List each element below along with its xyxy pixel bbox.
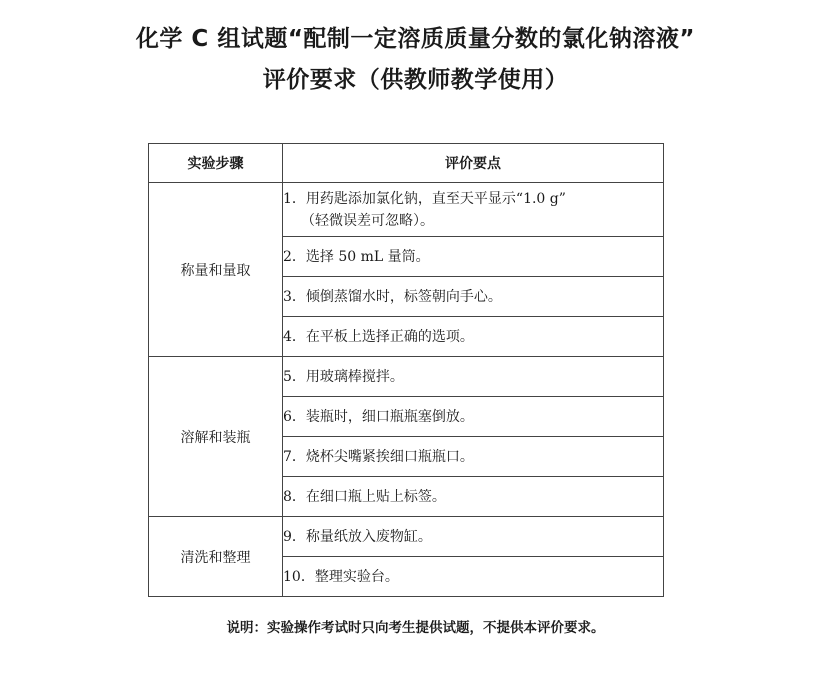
table-row (149, 357, 664, 397)
point-text-continued: （轻微误差可忽略）。 (301, 212, 434, 229)
point-text: 2．选择 50 mL 量筒。 (283, 248, 430, 265)
point-cell (283, 477, 664, 517)
point-text: 1．用药匙添加氯化钠，直至天平显示“1.0 g” (283, 190, 566, 207)
point-text: 8．在细口瓶上贴上标签。 (283, 488, 446, 505)
point-text: 9．称量纸放入废物缸。 (283, 528, 432, 545)
point-cell (283, 357, 664, 397)
point-cell (283, 317, 664, 357)
table-row (149, 517, 664, 557)
point-cell (283, 237, 664, 277)
point-cell (283, 397, 664, 437)
point-text: 6．装瓶时，细口瓶瓶塞倒放。 (283, 408, 474, 425)
page-subtitle: 评价要求（供教师教学使用） (262, 67, 569, 93)
step-cell: 溶解和装瓶 (149, 357, 283, 517)
point-text: 4．在平板上选择正确的选项。 (283, 328, 474, 345)
evaluation-table (148, 143, 664, 597)
table-row (149, 183, 664, 237)
header-points: 评价要点 (283, 144, 664, 183)
point-text: 5．用玻璃棒搅拌。 (283, 368, 404, 385)
point-text: 7．烧杯尖嘴紧挨细口瓶瓶口。 (283, 448, 474, 465)
point-cell (283, 183, 664, 237)
point-cell (283, 277, 664, 317)
point-text: 10．整理实验台。 (283, 568, 399, 585)
step-cell: 清洗和整理 (149, 517, 283, 597)
step-cell: 称量和量取 (149, 183, 283, 357)
table-header-row (149, 144, 664, 183)
point-cell (283, 437, 664, 477)
page-title: 化学 C 组试题“配制一定溶质质量分数的氯化钠溶液” (135, 26, 696, 52)
header-step: 实验步骤 (149, 144, 283, 183)
point-cell (283, 557, 664, 597)
point-cell (283, 517, 664, 557)
point-text: 3．倾倒蒸馏水时，标签朝向手心。 (283, 288, 502, 305)
footnote: 说明：实验操作考试时只向考生提供试题，不提供本评价要求。 (226, 620, 605, 636)
